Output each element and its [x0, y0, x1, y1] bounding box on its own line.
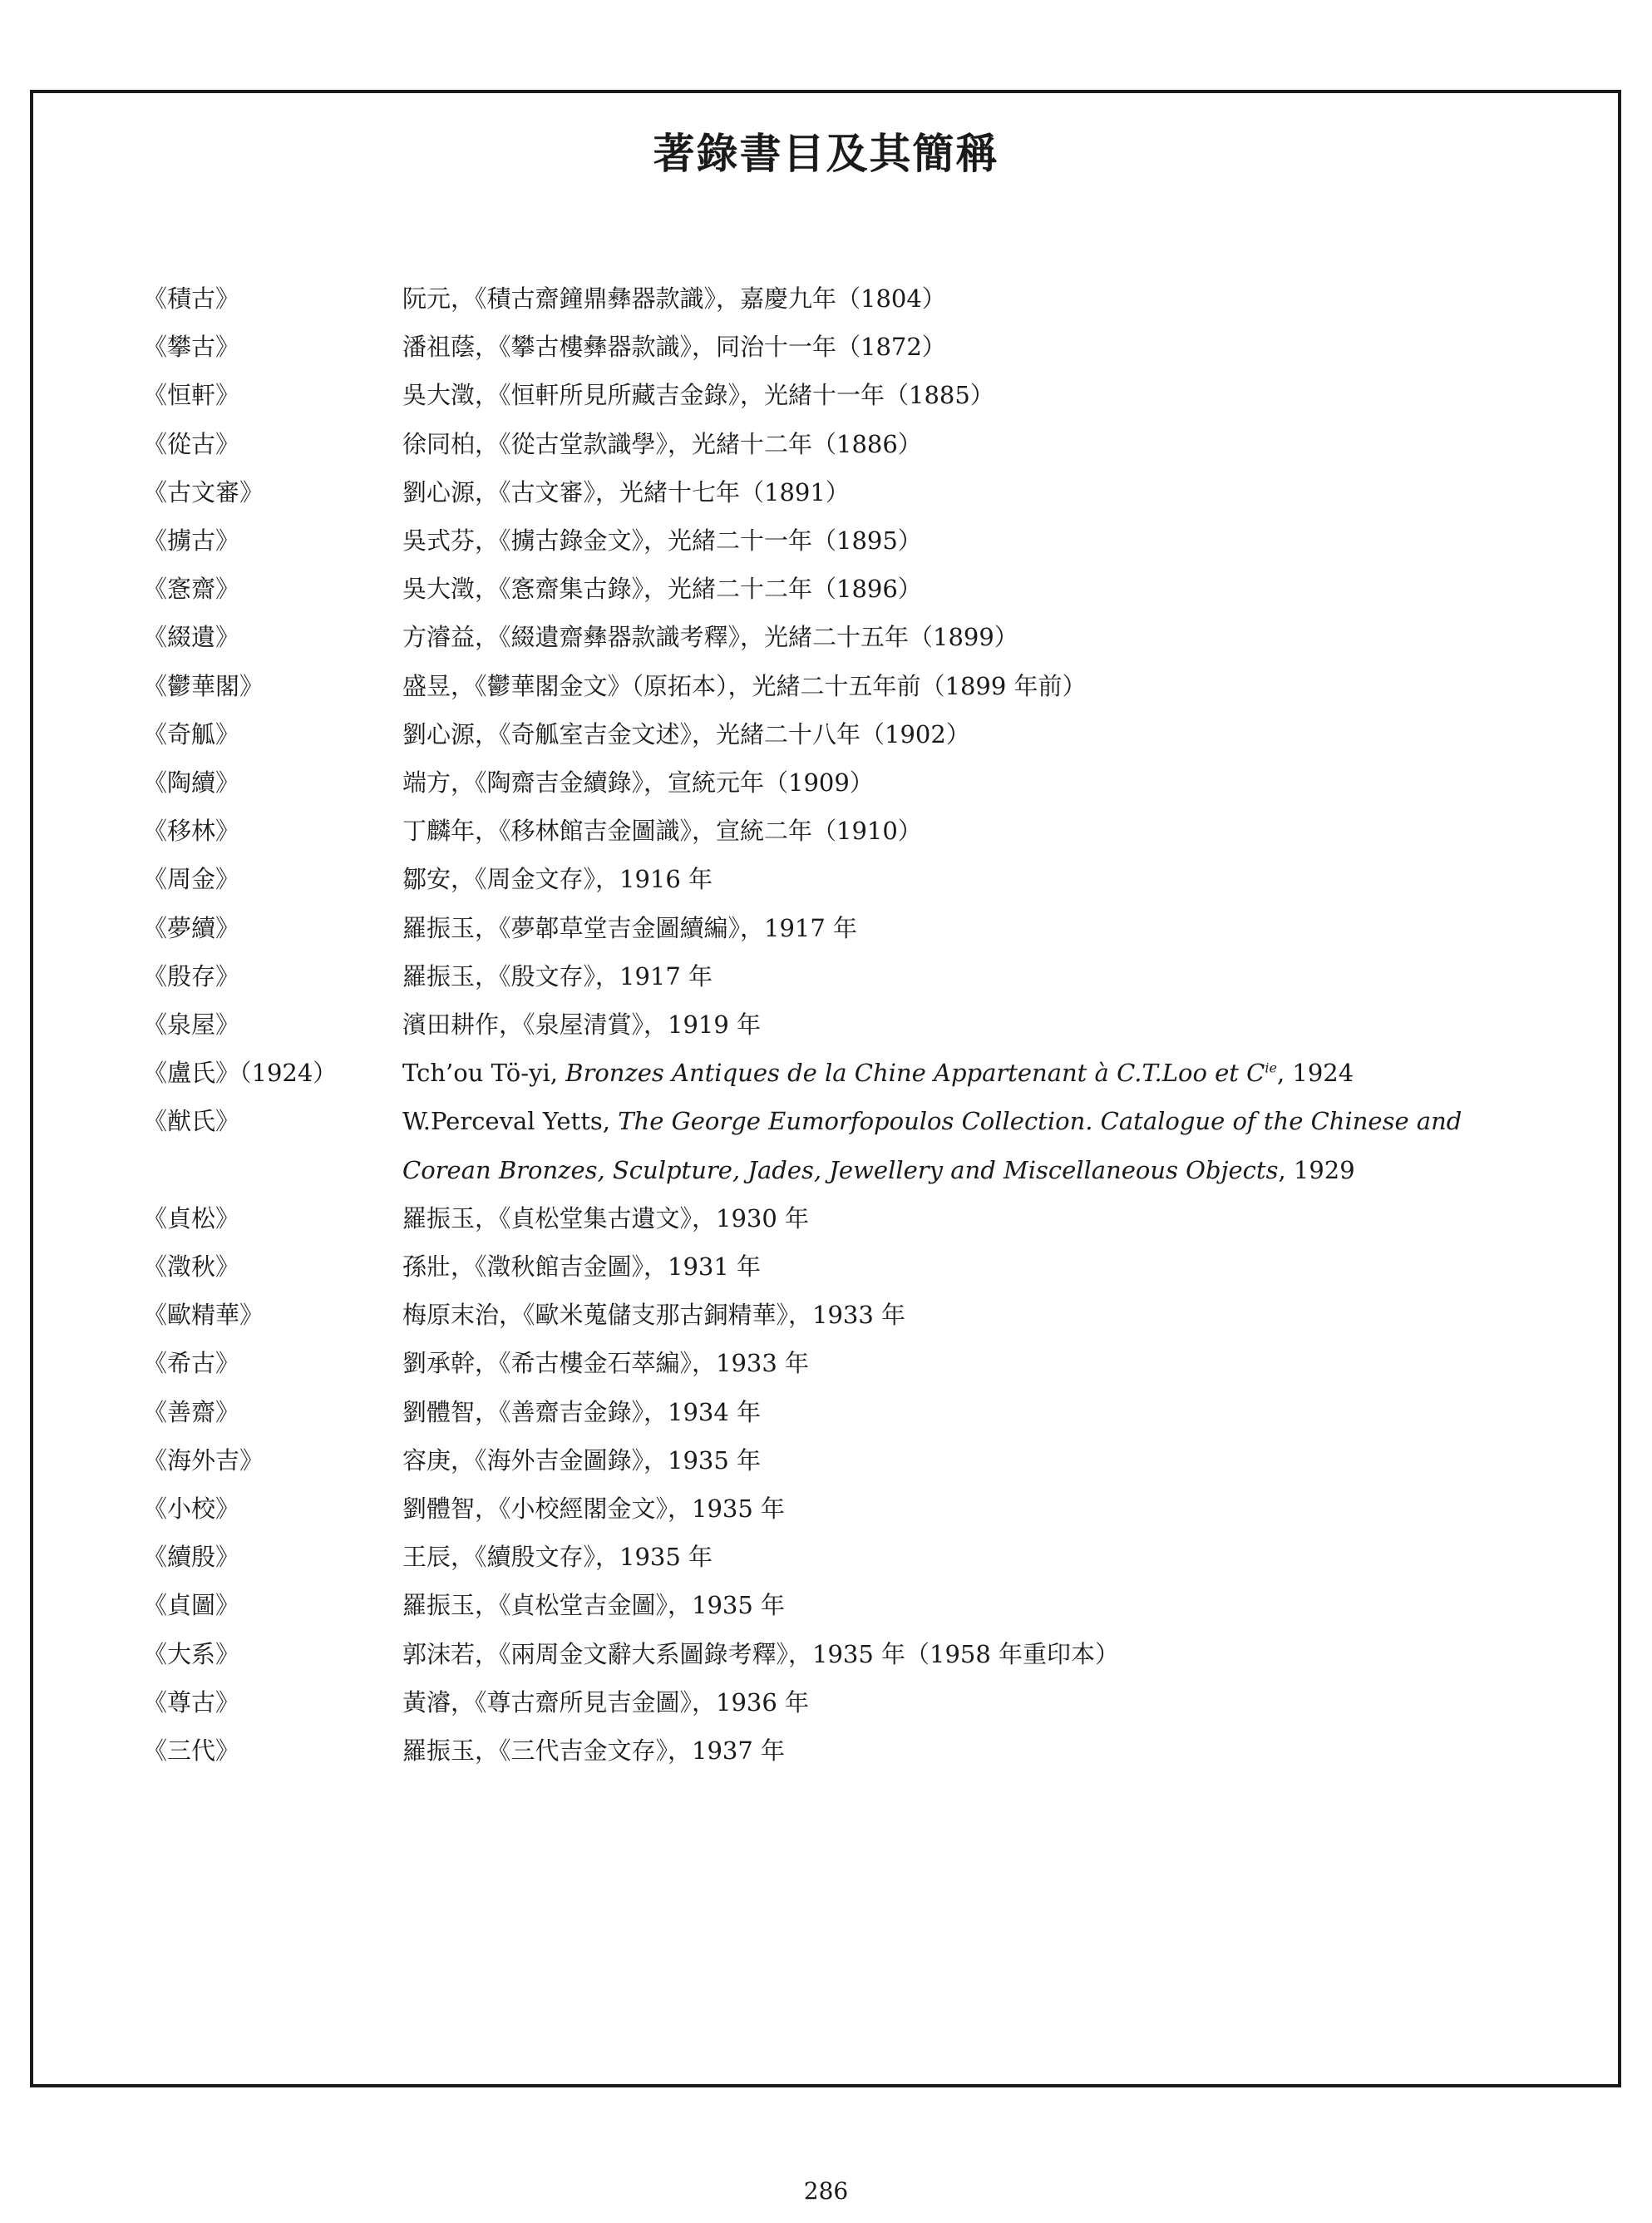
entry-abbreviation: 《小校》 — [143, 1494, 240, 1524]
bibliography-entry — [143, 952, 1548, 1000]
entry-abbreviation: 《歐精華》 — [143, 1301, 264, 1330]
bibliography-entry — [143, 1097, 1548, 1193]
entry-citation: 吳大澂，《愙齋集古錄》，光緒二十二年（1896） — [402, 575, 922, 604]
citation-superscript: ie — [1265, 1060, 1277, 1076]
bibliography-entry — [143, 1581, 1548, 1629]
entry-abbreviation: 《泉屋》 — [143, 1010, 240, 1040]
entry-citation: 吳大澂，《恒軒所見所藏吉金錄》，光緒十一年（1885） — [402, 381, 994, 410]
entry-abbreviation: 《恒軒》 — [143, 381, 240, 410]
entry-abbreviation: 《貞圖》 — [143, 1591, 240, 1620]
entry-citation: 梅原末治，《歐米蒐儲支那古銅精華》，1933 年 — [402, 1301, 906, 1330]
bibliography-entry — [143, 1678, 1548, 1727]
bibliography-entry — [143, 1484, 1548, 1533]
entry-citation: 吳式芬，《擄古錄金文》，光緒二十一年（1895） — [402, 526, 922, 556]
entry-citation: 郭沫若，《兩周金文辭大系圖錄考釋》，1935 年（1958 年重印本） — [402, 1639, 1120, 1668]
entry-citation: 劉體智，《善齋吉金錄》，1934 年 — [402, 1397, 762, 1426]
citation-title: Bronzes Antiques de la Chine Appartenant à C.T.Loo et C — [565, 1059, 1265, 1088]
bibliography-entry — [143, 1049, 1548, 1097]
entry-citation: 黃濬，《尊古齋所見吉金圖》，1936 年 — [402, 1687, 810, 1717]
citation-year: , 1929 — [1278, 1155, 1355, 1184]
bibliography-entry — [143, 420, 1548, 468]
citation-author: Tch’ou Tö-yi, — [402, 1059, 566, 1088]
bibliography-entry — [143, 1339, 1548, 1387]
entry-abbreviation: 《殷存》 — [143, 961, 240, 990]
entry-citation: 潘祖蔭，《攀古樓彝器款識》，同治十一年（1872） — [402, 333, 946, 362]
bibliography-entry — [143, 1291, 1548, 1339]
bibliography-entry — [143, 565, 1548, 613]
bibliography-entry — [143, 662, 1548, 710]
entry-abbreviation: 《續殷》 — [143, 1543, 240, 1572]
entry-citation: 鄒安，《周金文存》，1916 年 — [402, 865, 713, 894]
entry-abbreviation: 《鬱華閣》 — [143, 671, 264, 700]
bibliography-entry — [143, 758, 1548, 807]
entry-abbreviation: 《愙齋》 — [143, 575, 240, 604]
entry-citation: 劉心源，《奇觚室吉金文述》，光緒二十八年（1902） — [402, 719, 970, 748]
entry-citation: 阮元，《積古齋鐘鼎彝器款識》，嘉慶九年（1804） — [402, 284, 946, 313]
bibliography-entry — [143, 516, 1548, 565]
entry-abbreviation: 《綴遺》 — [143, 623, 240, 652]
entry-citation: 羅振玉，《貞松堂吉金圖》，1935 年 — [402, 1591, 786, 1620]
entry-abbreviation: 《古文審》 — [143, 477, 264, 506]
bibliography-list — [143, 274, 1548, 1775]
bibliography-entry — [143, 1630, 1548, 1678]
bibliography-entry — [143, 1533, 1548, 1581]
entry-citation: 羅振玉，《貞松堂集古遺文》，1930 年 — [402, 1203, 810, 1233]
entry-citation: 容庚，《海外吉金圖錄》，1935 年 — [402, 1445, 762, 1475]
page-title: 著錄書目及其簡稱 — [653, 129, 999, 178]
entry-abbreviation: 《從古》 — [143, 429, 240, 458]
entry-citation: 徐同柏，《從古堂款識學》，光緒十二年（1886） — [402, 429, 922, 458]
entry-citation: 孫壯，《澂秋館吉金圖》，1931 年 — [402, 1252, 762, 1282]
entry-abbreviation: 《擄古》 — [143, 526, 240, 556]
entry-abbreviation: 《尊古》 — [143, 1687, 240, 1717]
entry-abbreviation: 《三代》 — [143, 1736, 240, 1766]
entry-abbreviation: 《陶續》 — [143, 768, 240, 798]
citation-title: The George Eumorfopoulos Collection. Catalogue of the Chinese and Corean Bronzes, Sculpture, Jades, Jewellery and Miscellaneous Objects — [402, 1107, 1462, 1184]
entry-abbreviation: 《善齋》 — [143, 1397, 240, 1426]
entry-abbreviation: 《大系》 — [143, 1639, 240, 1668]
entry-citation: 盛昱，《鬱華閣金文》（原拓本），光緒二十五年前（1899 年前） — [402, 671, 1087, 700]
entry-abbreviation: 《海外吉》 — [143, 1445, 264, 1475]
entry-abbreviation: 《盧氏》（1924） — [143, 1059, 338, 1088]
entry-citation: 羅振玉，《夢郼草堂吉金圖續編》，1917 年 — [402, 913, 858, 942]
bibliography-entry — [143, 904, 1548, 952]
entry-abbreviation: 《貞松》 — [143, 1203, 240, 1233]
citation-year: , 1924 — [1276, 1059, 1354, 1088]
bibliography-entry — [143, 323, 1548, 371]
bibliography-entry — [143, 1727, 1548, 1775]
entry-abbreviation: 《攀古》 — [143, 333, 240, 362]
bibliography-entry — [143, 1388, 1548, 1436]
entry-citation: 劉體智，《小校經閣金文》，1935 年 — [402, 1494, 786, 1524]
entry-citation: 王辰，《續殷文存》，1935 年 — [402, 1543, 713, 1572]
bibliography-entry — [143, 710, 1548, 758]
bibliography-entry — [143, 468, 1548, 516]
entry-abbreviation: 《澂秋》 — [143, 1252, 240, 1282]
bibliography-entry — [143, 1194, 1548, 1242]
entry-citation — [402, 1049, 1548, 1097]
entry-abbreviation: 《奇觚》 — [143, 719, 240, 748]
citation-author: W.Perceval Yetts, — [402, 1107, 619, 1136]
entry-abbreviation: 《周金》 — [143, 865, 240, 894]
entry-abbreviation: 《猷氏》 — [143, 1107, 240, 1136]
bibliography-entry — [143, 613, 1548, 661]
entry-citation — [402, 1097, 1548, 1193]
bibliography-entry — [143, 1436, 1548, 1484]
entry-citation: 方濬益，《綴遺齋彝器款識考釋》，光緒二十五年（1899） — [402, 623, 1018, 652]
page-number: 286 — [803, 2177, 849, 2205]
entry-abbreviation: 《希古》 — [143, 1349, 240, 1378]
entry-citation: 劉心源，《古文審》，光緒十七年（1891） — [402, 477, 850, 506]
entry-abbreviation: 《移林》 — [143, 817, 240, 846]
entry-citation: 丁麟年，《移林館吉金圖識》，宣統二年（1910） — [402, 817, 922, 846]
bibliography-entry — [143, 855, 1548, 903]
entry-citation: 端方，《陶齋吉金續錄》，宣統元年（1909） — [402, 768, 874, 798]
entry-citation: 濱田耕作，《泉屋清賞》，1919 年 — [402, 1010, 762, 1040]
bibliography-entry — [143, 807, 1548, 855]
bibliography-entry — [143, 371, 1548, 419]
bibliography-entry — [143, 274, 1548, 323]
entry-citation: 羅振玉，《殷文存》，1917 年 — [402, 961, 713, 990]
entry-abbreviation: 《積古》 — [143, 284, 240, 313]
entry-citation: 羅振玉，《三代吉金文存》，1937 年 — [402, 1736, 786, 1766]
bibliography-entry — [143, 1242, 1548, 1291]
entry-citation: 劉承幹，《希古樓金石萃編》，1933 年 — [402, 1349, 810, 1378]
entry-abbreviation: 《夢續》 — [143, 913, 240, 942]
bibliography-entry — [143, 1000, 1548, 1049]
